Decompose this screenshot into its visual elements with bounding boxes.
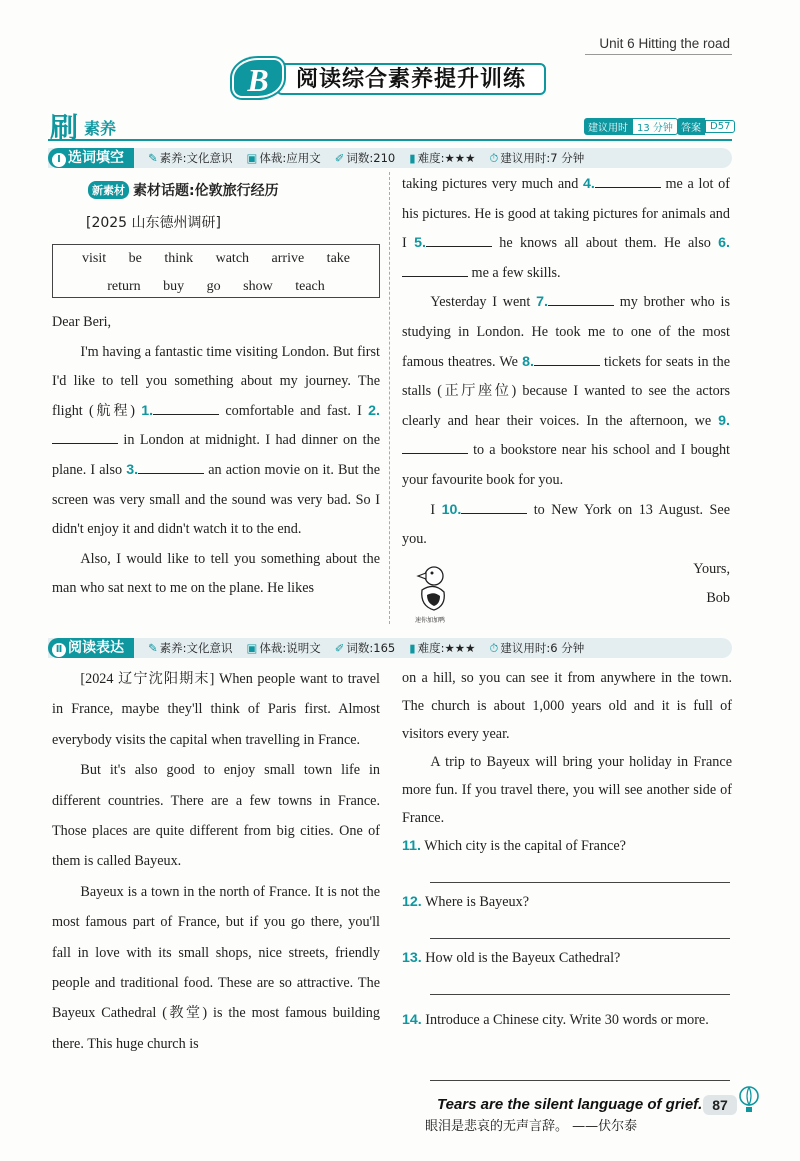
- page-number: 87: [703, 1095, 737, 1115]
- source-note: [2025 山东德州调研]: [86, 215, 222, 231]
- letter-signature: Bob: [706, 590, 730, 607]
- section1-title-text: 选词填空: [68, 150, 124, 166]
- topic-line: [88, 180, 279, 200]
- answer-blank[interactable]: [426, 233, 492, 247]
- answer-line[interactable]: [430, 994, 730, 995]
- letter-paragraph: I'm having a fantastic time visiting London. But first I'd like to tell you something about my journey. The flight (航程) 1. comfortable and fast. I 2. in London at midnight. I had dinner on the plane. I also 3. an action movie on it. But the screen was very small and the sound was very bad. So I didn't enjoy it and didn't watch it to the end.: [52, 343, 381, 538]
- answer-blank[interactable]: [153, 401, 219, 415]
- clock-icon: ⏱: [489, 151, 499, 165]
- footer-quote-cn: 眼泪是悲哀的无声言辞。 ——伏尔泰: [425, 1119, 638, 1134]
- title-rule: [48, 139, 732, 141]
- question-number: 6.: [718, 235, 730, 252]
- question-number: 2.: [368, 402, 381, 419]
- suggested-time-tag: [584, 118, 678, 134]
- question-number: 5.: [414, 235, 426, 252]
- pen-icon: ✎: [148, 641, 158, 655]
- answer-line[interactable]: [430, 1080, 730, 1081]
- section1-bar: [48, 148, 732, 168]
- passage-paragraph: But it's also good to enjoy small town life in different countries. There are a few towns in France. Those places are quite different from big cities. One of them is called Bayeux.: [52, 762, 380, 870]
- letter-paragraph: Yesterday I went 7. my brother who is studying in London. He took me to one of the most famous theatres. We 8. tickets for seats in the stalls (正厅座位) because I wanted to see the actors clearly and hear their voices. In the afternoon, we 9. to a bookstore near his school and I bought your favourite book for you.: [402, 294, 730, 488]
- mascot-caption: 速你加加鸭: [414, 617, 446, 624]
- question-item: 12. Where is Bayeux?: [402, 894, 530, 910]
- letter-paragraph: I 10. to New York on 13 August. See you.: [402, 501, 730, 548]
- meta-literacy: ✎ 素养:文化意识: [148, 641, 233, 655]
- meta-time: ⏱ 建议用时:6 分钟: [489, 641, 585, 655]
- pen-icon: ✎: [148, 151, 158, 165]
- question-number: 7.: [536, 294, 548, 311]
- section-banner: [232, 58, 550, 98]
- book-icon: ▣: [246, 151, 258, 165]
- greeting: Dear Beri,: [52, 314, 112, 330]
- letter-closing: Yours,: [693, 560, 730, 577]
- brand-subtitle: 素养: [84, 119, 117, 138]
- header-rule: [585, 54, 732, 55]
- question-item: 11. Which city is the capital of France?: [402, 838, 626, 854]
- banner-badge: B: [232, 58, 284, 98]
- answer-label: 答案: [677, 118, 705, 135]
- section2-title: [48, 638, 134, 658]
- new-material-badge: 新素材: [88, 181, 129, 199]
- question-number: 3.: [126, 461, 139, 478]
- answer-blank[interactable]: [138, 460, 204, 474]
- passage-paragraph: A trip to Bayeux will bring your holiday in France more fun. If you travel there, you will see another side of France.: [402, 754, 732, 826]
- clock-icon: ⏱: [489, 641, 499, 655]
- answer-blank[interactable]: [52, 430, 118, 444]
- passage-paragraph: Bayeux is a town in the north of France. It is not the most famous part of France, but if you go there, you'll fall in love with its small shops, nice streets, friendly people and traditional food. These are so attractive. The Bayeux Cathedral (教堂) is the most famous building there. This huge church is: [52, 883, 380, 1052]
- banner-title: 阅读综合素养提升训练: [296, 67, 527, 92]
- meta-wordcount: ✐ 词数:210: [334, 151, 396, 165]
- passage-right-column: [402, 664, 732, 832]
- letter-paragraph: Also, I would like to tell you something about the man who sat next to me on the plane. He likes: [52, 550, 380, 597]
- balloon-icon: [738, 1086, 760, 1114]
- meta-genre: ▣ 体裁:说明文: [246, 641, 321, 655]
- time-value: 13 分钟: [632, 118, 678, 135]
- meta-difficulty: ▮ 难度:★★★: [409, 151, 476, 165]
- letter-right-column: [402, 170, 730, 614]
- question-item: 14. Introduce a Chinese city. Write 30 words or more.: [402, 1012, 709, 1028]
- section1-num: Ⅰ: [52, 153, 66, 167]
- quill-icon: ✐: [334, 641, 345, 655]
- meta-difficulty: ▮ 难度:★★★: [409, 641, 476, 655]
- section2-bar: [48, 638, 732, 658]
- answer-blank[interactable]: [595, 174, 661, 188]
- question-item: 13. How old is the Bayeux Cathedral?: [402, 950, 621, 966]
- meta-time: ⏱ 建议用时:7 分钟: [489, 151, 585, 165]
- question-number: 8.: [522, 353, 534, 370]
- answer-page-tag: [677, 118, 735, 134]
- footer-quote-en: Tears are the silent language of grief.: [437, 1096, 703, 1113]
- answer-line[interactable]: [430, 938, 730, 939]
- passage-left-column: [52, 664, 380, 1059]
- answer-blank[interactable]: [534, 352, 600, 366]
- time-label: 建议用时: [584, 118, 632, 135]
- column-divider: [389, 172, 390, 624]
- banner-title-box: [276, 63, 546, 95]
- question-number: 10.: [441, 501, 462, 518]
- section2-num: Ⅱ: [52, 643, 66, 657]
- word-bank: [52, 244, 380, 298]
- quill-icon: ✐: [334, 151, 345, 165]
- question-number: 9.: [718, 412, 730, 429]
- bars-icon: ▮: [409, 641, 416, 655]
- question-number: 4.: [583, 176, 595, 192]
- letter-paragraph: taking pictures very much and 4. me a lot of his pictures. He is good at taking pictures for animals and I 5. he knows all about them. He also 6. me a few skills.: [402, 176, 730, 281]
- answer-blank[interactable]: [402, 440, 468, 454]
- answer-blank[interactable]: [461, 500, 527, 514]
- answer-blank[interactable]: [402, 263, 468, 277]
- section1-title: [48, 148, 134, 168]
- topic-text: 素材话题:伦敦旅行经历: [133, 183, 279, 199]
- section2-title-text: 阅读表达: [68, 640, 124, 656]
- question-number: 1.: [141, 402, 154, 419]
- letter-left-column: [52, 308, 380, 604]
- duck-mascot-icon: [410, 562, 450, 624]
- passage-paragraph: on a hill, so you can see it from anywhere in the town. The church is about 1,000 years old and it is full of visitors every year.: [402, 670, 732, 742]
- meta-wordcount: ✐ 词数:165: [334, 641, 396, 655]
- meta-literacy: ✎ 素养:文化意识: [148, 151, 233, 165]
- word-bank-row: visit be think watch arrive take: [82, 251, 350, 266]
- passage-paragraph: [2024 辽宁沈阳期末] When people want to travel in France, maybe they'll think of Paris first. Almost everybody visits the capital when travelling in France.: [52, 671, 380, 748]
- brand-logo: 刷: [50, 111, 79, 144]
- book-icon: ▣: [246, 641, 258, 655]
- answer-value: D57: [705, 120, 735, 133]
- answer-blank[interactable]: [548, 292, 614, 306]
- bars-icon: ▮: [409, 151, 416, 165]
- answer-line[interactable]: [430, 882, 730, 883]
- unit-header: Unit 6 Hitting the road: [599, 36, 730, 51]
- meta-genre: ▣ 体裁:应用文: [246, 151, 321, 165]
- word-bank-row: return buy go show teach: [107, 279, 325, 294]
